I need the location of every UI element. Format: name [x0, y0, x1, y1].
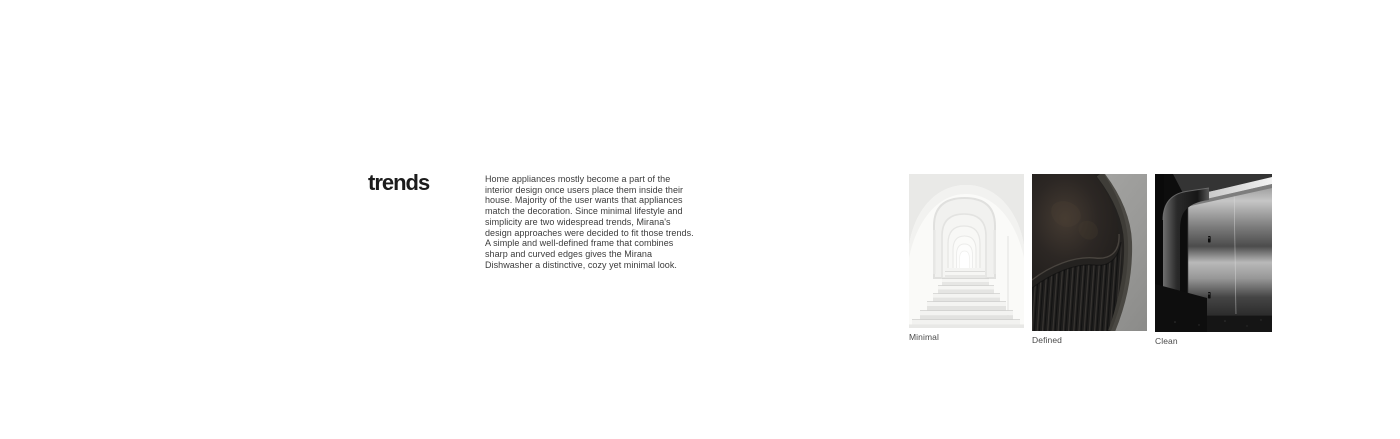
intro-line: match the decoration. Since minimal lifestyle and	[485, 206, 683, 217]
intro-line: interior design once users place them inside their	[485, 184, 684, 195]
figure-defined	[1032, 174, 1147, 345]
page-title: trends	[368, 170, 430, 195]
counter-edge-illustration	[1032, 174, 1147, 331]
figure-label-defined: Defined	[1032, 335, 1062, 345]
intro-line: Home appliances mostly become a part of the	[485, 174, 671, 184]
figure-minimal	[909, 174, 1024, 342]
steel-interior-illustration	[1155, 174, 1272, 332]
arched-corridor-illustration	[909, 174, 1024, 328]
intro-line: A simple and well-defined frame that combines	[485, 238, 674, 249]
figure-row	[909, 174, 1272, 346]
figure-label-clean: Clean	[1155, 336, 1178, 346]
intro-line: Dishwasher a distinctive, cozy yet minimal look.	[485, 259, 677, 270]
stainless-steel-panel-interior-photo	[1155, 174, 1272, 332]
intro-line: sharp and curved edges gives the Mirana	[485, 248, 653, 259]
white-arched-corridor-with-stairs-photo	[909, 174, 1024, 328]
intro-paragraph	[485, 174, 705, 270]
figure-clean	[1155, 174, 1272, 346]
intro-line: house. Majority of the user wants that appliances	[485, 195, 683, 206]
dark-fluted-curved-counter-edge-photo	[1032, 174, 1147, 331]
intro-line: simplicity are two widespread trends, Mirana's	[485, 216, 671, 227]
figure-label-minimal: Minimal	[909, 332, 939, 342]
intro-line: design approaches were decided to fit those trends.	[485, 227, 694, 238]
